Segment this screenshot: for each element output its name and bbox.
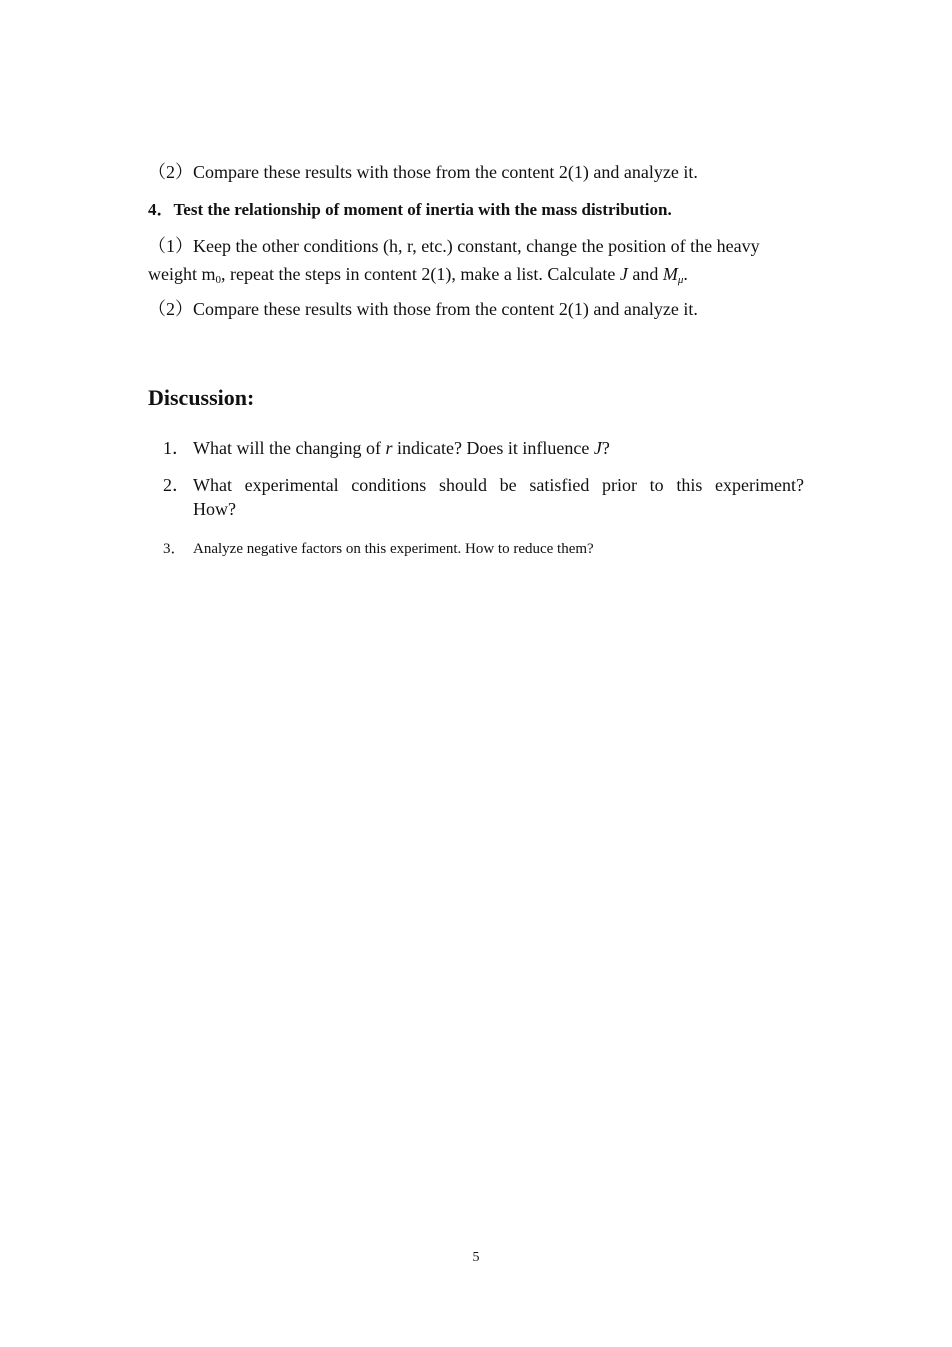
- discussion-item-1: [163, 436, 610, 460]
- line2-middle: , repeat the steps in content 2(1), make a list. Calculate: [221, 264, 620, 284]
- item-1-text-pre: What will the changing of: [193, 438, 386, 458]
- line2-prefix: weight m: [148, 264, 216, 284]
- symbol-r: r: [385, 438, 393, 458]
- symbol-J: J: [593, 438, 602, 458]
- page-number: 5: [472, 1250, 480, 1265]
- content-3-2-text: （2）Compare these results with those from the content 2(1) and analyze it.: [148, 162, 698, 182]
- content-4-1-line2: [148, 263, 688, 285]
- symbol-mu-subscript: μ: [677, 274, 684, 286]
- item-1-text-end: ?: [601, 438, 610, 458]
- discussion-item-3: [163, 537, 594, 561]
- content-4-1-line1: （1）Keep the other conditions (h, r, etc.) constant, change the position of the heavy: [148, 236, 760, 256]
- line2-end: .: [683, 264, 688, 284]
- item-2-text-line2: How?: [193, 499, 236, 519]
- item-number: 2．: [163, 475, 190, 495]
- item-2-text-line1: What experimental conditions should be satisfied prior to this experiment?: [193, 475, 804, 495]
- section-4-heading: 4．Test the relationship of moment of inertia with the mass distribution.: [148, 200, 672, 219]
- m-subscript: 0: [215, 274, 221, 286]
- item-3-text: Analyze negative factors on this experiment. How to reduce them?: [193, 541, 594, 557]
- item-number: 1．: [163, 438, 190, 458]
- symbol-M: M: [662, 264, 678, 284]
- line2-and: and: [627, 264, 663, 284]
- discussion-item-2: [163, 473, 808, 525]
- symbol-J: J: [619, 264, 628, 284]
- discussion-heading: Discussion:: [148, 385, 255, 410]
- content-4-2-text: （2）Compare these results with those from the content 2(1) and analyze it.: [148, 299, 698, 319]
- item-1-text-mid: indicate? Does it influence: [392, 438, 594, 458]
- item-number: 3．: [163, 541, 186, 557]
